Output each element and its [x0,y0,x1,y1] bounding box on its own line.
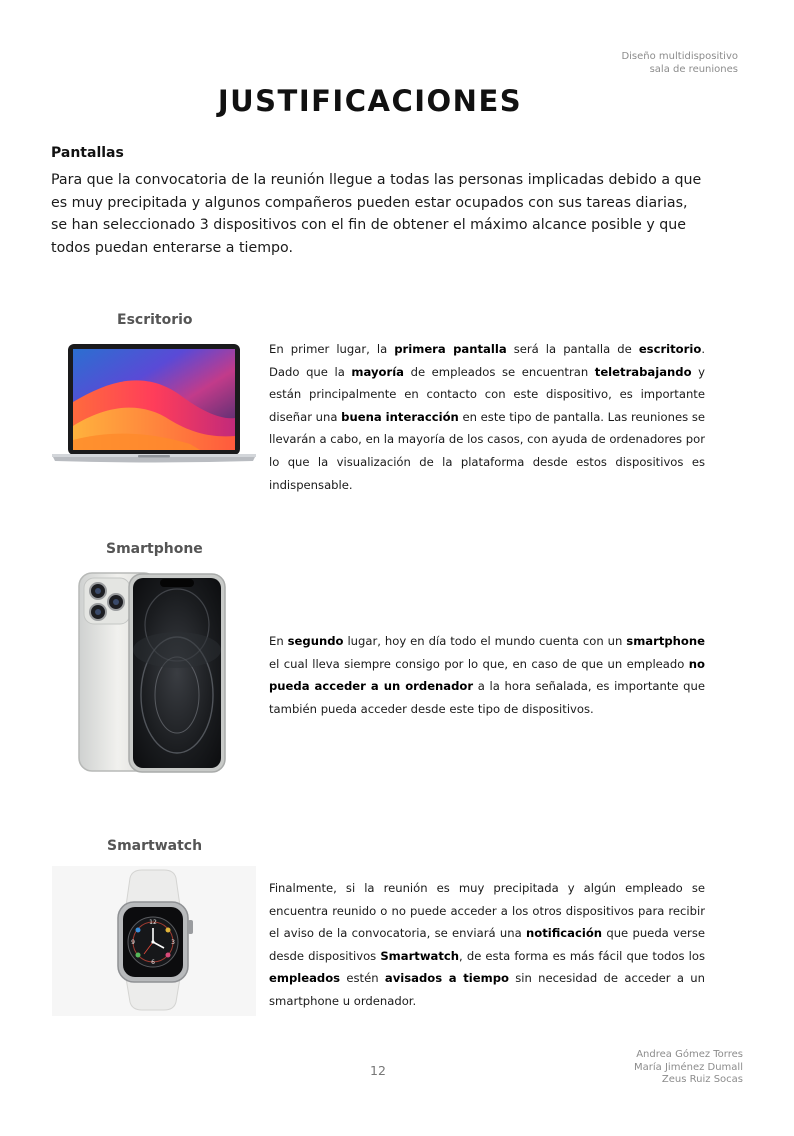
svg-text:3: 3 [171,939,175,946]
bold-text-segment: buena interacción [341,409,459,424]
bold-text-segment: notificación [525,926,603,941]
escritorio-paragraph [269,338,705,496]
text-segment: En [269,634,288,648]
bold-text-segment: segundo [287,634,344,648]
text-segment: el cual lleva siempre consigo por lo que, en caso de que un empleado [269,656,689,671]
authors-list [634,1049,743,1087]
bold-text-segment: primera pantalla [394,342,507,356]
bold-text-segment: smartphone [626,634,705,648]
bold-text-segment: teletrabajando [594,364,692,379]
text-segment: Finalmente, si la reunión es muy precipitada y algún empleado se encuentra reunido o no puede acceder a los otros dispositivos para recibir el aviso de la convocatoria, se enviará una [269,881,705,941]
text-segment: estén [340,971,385,986]
bold-text-segment: escritorio [638,342,702,356]
text-segment: sin necesidad de acceder a un smartphone u ordenador. [269,971,705,1008]
bold-text-segment: no pueda acceder a un ordenador [269,656,705,694]
device-heading-smartphone: Smartphone [106,541,203,557]
text-segment: . Dado que la [269,342,705,379]
smartphone-paragraph [269,630,705,720]
intro-paragraph: Para que la convocatoria de la reunión llegue a todas las personas implicadas debido a que es muy precipitada y algunos compañeros pueden estar ocupados con sus tareas diarias, se han seleccionado 3 dispositivos con el fin de obtener el máximo alcance posible y que todos puedan enterarse a tiempo. [51,172,702,256]
svg-text:9: 9 [131,939,135,946]
text-segment: que pueda verse desde dispositivos [269,926,705,963]
header-line-1: Diseño multidispositivo [621,51,738,62]
text-segment: lugar, hoy en día todo el mundo cuenta con un [343,634,627,648]
smartwatch-paragraph [269,877,705,1013]
text-segment: será la pantalla de [506,342,639,356]
device-heading-smartwatch: Smartwatch [107,838,203,854]
laptop-image [50,340,258,466]
header-line-2: sala de reuniones [649,64,738,75]
bold-text-segment: mayoría [351,364,404,379]
bold-text-segment: Smartwatch [380,948,460,963]
smartwatch-image [52,866,256,1016]
svg-text:6: 6 [151,959,155,966]
page-title: JUSTIFICACIONES [217,84,523,118]
text-segment: , de esta forma es más fácil que todos los [459,948,706,963]
text-segment: en este tipo de pantalla. Las reuniones se llevarán a cabo, en la mayoría de los casos, con ayuda de ordenadores por lo que la visualización de la plataforma desde estos dispositivos es indispensable. [269,409,705,492]
text-segment: y están principalmente en contacto con este dispositivo, es importante diseñar una [269,364,705,424]
author-2: María Jiménez Dumall [634,1061,743,1073]
device-heading-escritorio: Escritorio [117,312,193,328]
text-segment: a la hora señalada, es importante que también pueda acceder desde este tipo de dispositivos. [269,679,705,716]
bold-text-segment: avisados a tiempo [384,971,509,986]
text-segment: En primer lugar, la [269,342,395,356]
author-1: Andrea Gómez Torres [636,1049,743,1060]
smartphone-image [76,570,231,775]
svg-text:12: 12 [149,919,157,926]
bold-text-segment: empleados [269,971,341,986]
section-heading: Pantallas [51,145,124,161]
document-header [621,50,738,76]
author-3: Zeus Ruiz Socas [661,1074,743,1085]
page-number: 12 [370,1063,386,1078]
text-segment: de empleados se encuentran [404,364,595,379]
